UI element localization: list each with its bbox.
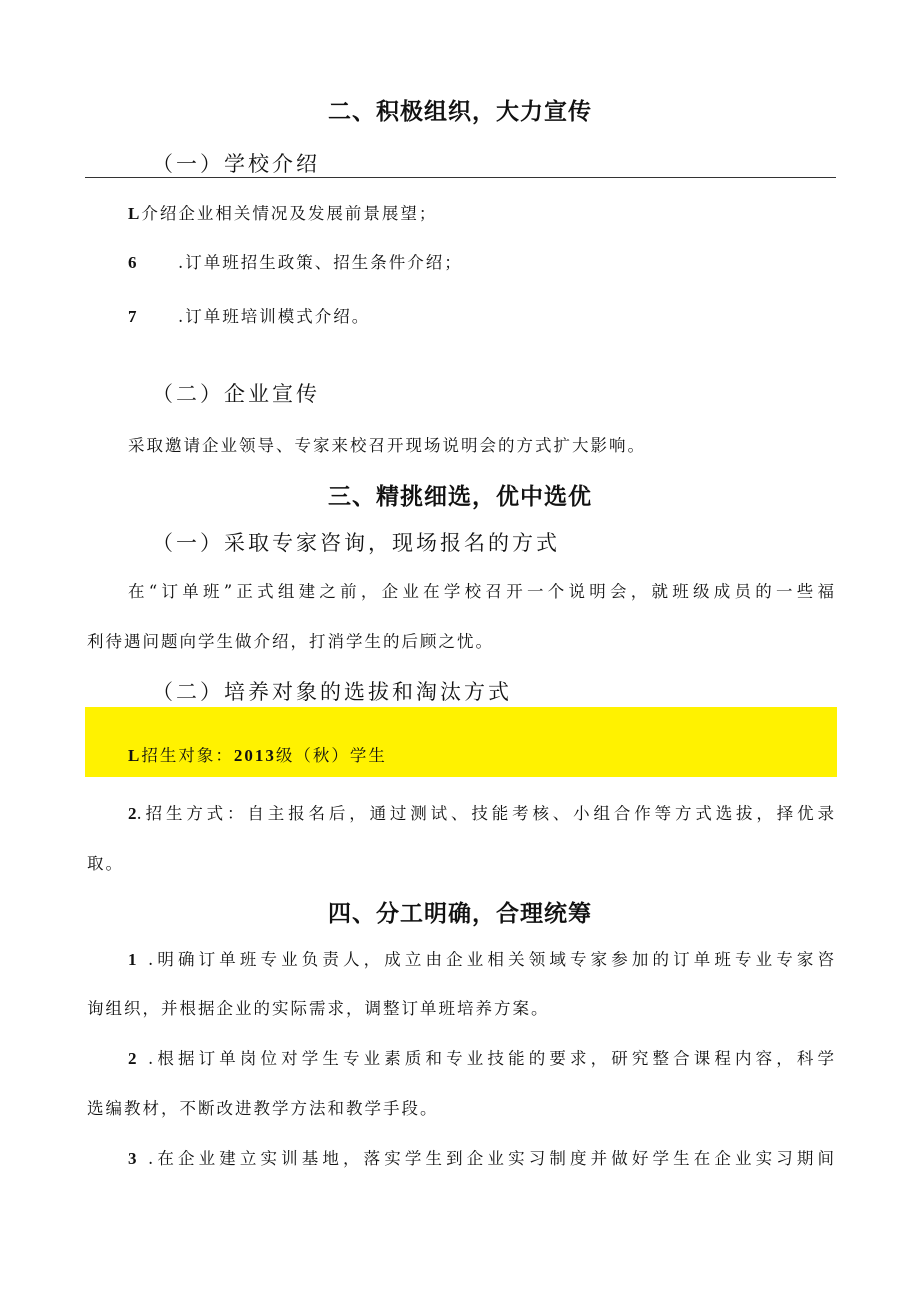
list-item-number: L <box>128 746 142 765</box>
list-item-label: 招生对象： <box>141 746 234 765</box>
section-4-heading: 四、分工明确，合理统筹 <box>328 901 592 927</box>
list-item-number: 2 <box>128 804 137 823</box>
paragraph-line: 在“订单班”正式组建之前，企业在学校召开一个说明会，就班级成员的一些福 <box>128 582 834 601</box>
section-2-heading: 二、积极组织，大力宣传 <box>328 99 592 125</box>
paragraph-line: 利待遇问题向学生做介绍，打消学生的后顾之忧。 <box>87 632 494 651</box>
list-item-number: 6 <box>128 253 139 272</box>
list-item <box>128 200 437 224</box>
list-item-line <box>128 800 834 824</box>
section-3-sub-1-heading: （一）采取专家咨询，现场报名的方式 <box>152 531 560 555</box>
list-item-text: .订单班招生政策、招生条件介绍； <box>178 253 463 272</box>
heading-underline <box>85 177 836 178</box>
section-2-sub-1-heading: （一）学校介绍 <box>152 152 320 176</box>
list-item-text: .根据订单岗位对学生专业素质和专业技能的要求，研究整合课程内容，科学 <box>148 1049 834 1068</box>
list-item-number: 1 <box>128 950 137 969</box>
list-item-line <box>128 1145 834 1169</box>
list-item-text: .招生方式：自主报名后，通过测试、技能考核、小组合作等方式选拔，择优录 <box>136 804 834 823</box>
list-item-text: .明确订单班专业负责人，成立由企业相关领域专家参加的订单班专业专家咨 <box>148 950 834 969</box>
list-item-text: 级（秋）学生 <box>275 746 387 765</box>
list-item-line <box>128 946 834 970</box>
list-item-text: .订单班培训模式介绍。 <box>178 307 371 326</box>
paragraph: 采取邀请企业领导、专家来校召开现场说明会的方式扩大影响。 <box>128 436 646 455</box>
list-item-text: .在企业建立实训基地，落实学生到企业实习制度并做好学生在企业实习期间 <box>148 1149 834 1168</box>
list-item-number: 3 <box>128 1149 137 1168</box>
paragraph-line: 询组织，并根据企业的实际需求，调整订单班培养方案。 <box>87 999 550 1018</box>
list-item-number: 2 <box>128 1049 137 1068</box>
year-value: 2013 <box>233 746 276 765</box>
paragraph-line: 选编教材，不断改进教学方法和教学手段。 <box>87 1099 439 1118</box>
section-3-heading: 三、精挑细选，优中选优 <box>328 484 592 510</box>
list-item <box>128 303 370 327</box>
list-item-number: L <box>128 204 142 223</box>
list-item-number: 7 <box>128 307 139 326</box>
paragraph-line: 取。 <box>87 854 124 873</box>
section-2-sub-2-heading: （二）企业宣传 <box>152 382 320 406</box>
section-3-sub-2-heading: （二）培养对象的选拔和淘汰方式 <box>152 680 512 704</box>
list-item-line <box>128 1045 834 1069</box>
list-item <box>128 742 387 766</box>
list-item-text: 介绍企业相关情况及发展前景展望； <box>141 204 438 223</box>
list-item <box>128 249 463 273</box>
